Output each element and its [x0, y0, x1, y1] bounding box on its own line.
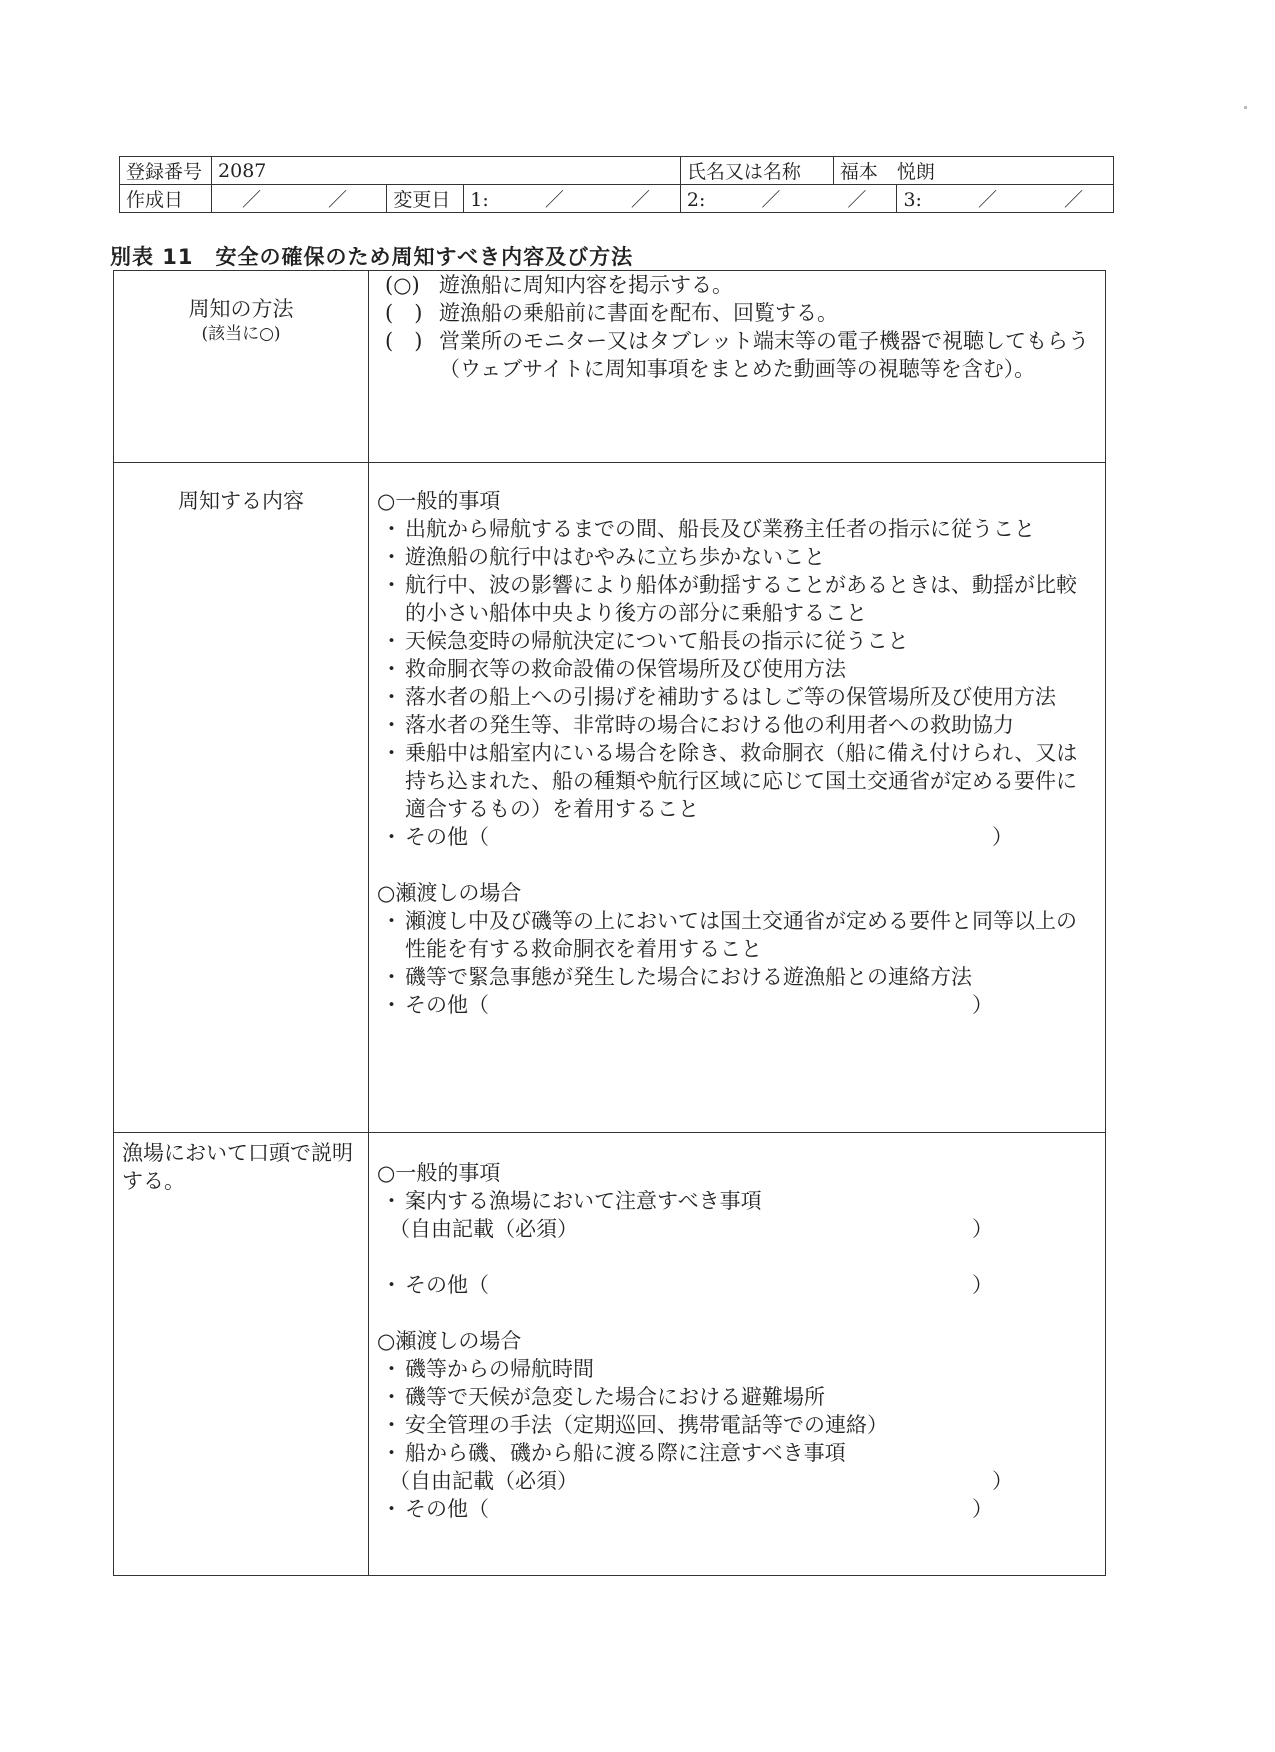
- list-item-other: [377, 1271, 1093, 1299]
- method-option: [377, 271, 1093, 299]
- changed-label: 変更日: [387, 185, 464, 213]
- safety-notice-table: [113, 270, 1106, 1576]
- free-entry-label: （自由記載（必須）: [389, 1469, 578, 1493]
- header-row-1: [120, 157, 1114, 185]
- oral-label: 漁場において口頭で説明する。: [122, 1141, 353, 1193]
- free-entry-label: （自由記載（必須）: [389, 1217, 578, 1241]
- method-option: [377, 327, 1093, 383]
- rock-heading: ○瀬渡しの場合: [377, 881, 522, 905]
- reg-no-label: 登録番号: [120, 157, 212, 185]
- list-item: ・ 落水者の発生等、非常時の場合における他の利用者への救助協力: [377, 711, 1093, 739]
- list-item: ・ 救命胴衣等の救命設備の保管場所及び使用方法: [377, 655, 1093, 683]
- registration-header-table: [119, 156, 1114, 213]
- change-2-label: 2:: [686, 189, 706, 211]
- methods-label: 周知の方法: [188, 297, 294, 321]
- change-3-label: 3:: [903, 189, 922, 211]
- method-option-mark: ( ): [385, 301, 423, 325]
- list-item: ・ 磯等で緊急事態が発生した場合における遊漁船との連絡方法: [377, 963, 1093, 991]
- reg-no-value: 2087: [212, 157, 681, 185]
- list-item: ・ 天候急変時の帰航決定について船長の指示に従うこと: [377, 627, 1093, 655]
- change-1-value: ／ ／: [544, 189, 674, 211]
- name-label: 氏名又は名称: [680, 157, 833, 185]
- methods-label-cell: [114, 271, 369, 463]
- free-entry-line: [377, 1215, 1093, 1243]
- list-item-other: [377, 823, 1093, 851]
- list-item: ・ 遊漁船の航行中はむやみに立ち歩かないこと: [377, 543, 1093, 571]
- created-label: 作成日: [120, 185, 212, 213]
- method-option-mark: (○): [385, 273, 420, 297]
- list-item: ・ 安全管理の手法（定期巡回、携帯電話等での連絡）: [377, 1411, 1093, 1439]
- oral-label-cell: [114, 1133, 369, 1576]
- other-label: その他（: [405, 993, 489, 1017]
- methods-sublabel: (該当に○): [201, 324, 281, 344]
- other-label: その他（: [405, 1497, 489, 1521]
- change-1: [464, 185, 681, 213]
- other-label: その他（: [405, 825, 489, 849]
- header-row-2: [120, 185, 1114, 213]
- method-option-text: 遊漁船の乗船前に書面を配布、回覧する。: [439, 301, 838, 325]
- created-value: ／ ／: [212, 185, 387, 213]
- oral-row: [114, 1133, 1106, 1576]
- spacer: [377, 851, 1093, 879]
- list-item-other: [377, 991, 1093, 1019]
- general-heading: ○一般的事項: [377, 489, 501, 513]
- method-option: [377, 299, 1093, 327]
- list-item: ・ 案内する漁場において注意すべき事項: [377, 1187, 1093, 1215]
- oral-content-cell: [369, 1133, 1106, 1576]
- close-paren: ）: [972, 1497, 993, 1521]
- method-option-mark: ( ): [385, 329, 423, 353]
- spacer: [377, 1299, 1093, 1327]
- list-item: ・ 船から磯、磯から船に渡る際に注意すべき事項: [377, 1439, 1093, 1467]
- contents-label-cell: [114, 463, 369, 1133]
- list-item: ・ 乗船中は船室内にいる場合を除き、救命胴衣（船に備え付けられ、又は持ち込まれた、船の種類や航行区域に応じて国土交通省が定める要件に適合するもの）を着用すること: [377, 739, 1093, 823]
- rock-heading: ○瀬渡しの場合: [377, 1329, 522, 1353]
- scan-speck: [1244, 106, 1247, 109]
- name-value: 福本 悦朗: [833, 157, 1113, 185]
- list-item: ・ 落水者の船上への引揚げを補助するはしご等の保管場所及び使用方法: [377, 683, 1093, 711]
- free-entry-line: [377, 1467, 1093, 1495]
- close-paren: ）: [992, 1469, 1013, 1493]
- list-item: ・ 磯等で天候が急変した場合における避難場所: [377, 1383, 1093, 1411]
- other-label: その他（: [405, 1273, 489, 1297]
- method-option-text: 遊漁船に周知内容を掲示する。: [439, 273, 733, 297]
- contents-content-cell: [369, 463, 1106, 1133]
- methods-content-cell: [369, 271, 1106, 463]
- section-title: 別表 11 安全の確保のため周知すべき内容及び方法: [110, 245, 634, 269]
- close-paren: ）: [972, 1273, 993, 1297]
- list-item: ・ 航行中、波の影響により船体が動揺することがあるときは、動揺が比較的小さい船体中央より後方の部分に乗船すること: [377, 571, 1093, 627]
- close-paren: ）: [972, 1217, 993, 1241]
- close-paren: ）: [992, 825, 1013, 849]
- change-2-value: ／ ／: [761, 189, 891, 211]
- method-option-text: 営業所のモニター又はタブレット端末等の電子機器で視聴してもらう（ウェブサイトに周知事項をまとめた動画等の視聴等を含む）。: [439, 329, 1089, 381]
- change-2: [680, 185, 897, 213]
- list-item: ・ 磯等からの帰航時間: [377, 1355, 1093, 1383]
- change-3-value: ／ ／: [977, 189, 1107, 211]
- close-paren: ）: [972, 993, 993, 1017]
- general-heading: ○一般的事項: [377, 1161, 501, 1185]
- list-item: ・ 瀬渡し中及び磯等の上においては国土交通省が定める要件と同等以上の性能を有する救命胴衣を着用すること: [377, 907, 1093, 963]
- list-item: ・ 出航から帰航するまでの間、船長及び業務主任者の指示に従うこと: [377, 515, 1093, 543]
- change-3: [897, 185, 1114, 213]
- contents-row: [114, 463, 1106, 1133]
- change-1-label: 1:: [470, 189, 489, 211]
- spacer: [377, 1243, 1093, 1271]
- methods-row: [114, 271, 1106, 463]
- list-item-other: [377, 1495, 1093, 1523]
- contents-label: 周知する内容: [178, 489, 304, 513]
